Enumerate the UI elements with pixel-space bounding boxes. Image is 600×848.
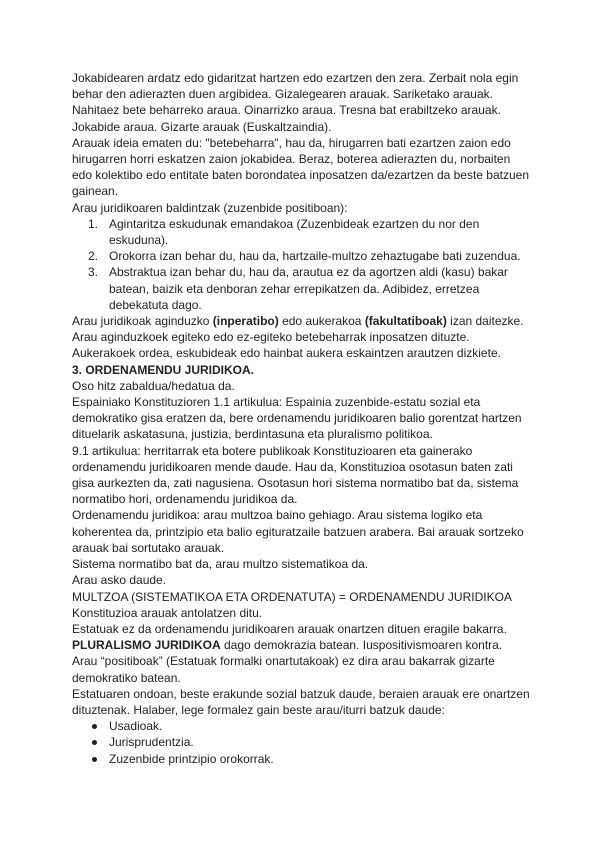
paragraph: MULTZOA (SISTEMATIKOA ETA ORDENATUTA) = ORDENAMENDU JURIDIKOA bbox=[72, 589, 512, 604]
paragraph: Espainiako Konstituzioren 1.1 artikulua: Espainia zuzenbide-estatu sozial eta demokratiko gisa eratzen da, bere ordenamendu juridikoaren balio gorentzat hartzen dituelarik askatasuna, justizia, berdintasuna eta pluralismo politikoa. bbox=[72, 395, 522, 442]
paragraph: Arau asko daude. bbox=[72, 573, 167, 588]
paragraph: Sistema normatibo bat da, arau multzo sistematikoa da. bbox=[72, 557, 369, 572]
paragraph-pluralism: PLURALISMO JURIDIKOA dago demokrazia batean. Iuspositivismoaren kontra. bbox=[72, 638, 503, 653]
paragraph: Arau “positiboak” (Estatuak formalki onartutakoak) ez dira arau bakarrak gizarte demokratiko batean. bbox=[72, 654, 495, 685]
paragraph: Ordenamendu juridikoa: arau multzoa baino gehiago. Arau sistema logiko eta koherentea da, printzipio eta balio egituratzaile batzuen arabera. Bai arauak sortzeko arauak bai sortutako arauak. bbox=[72, 508, 524, 555]
list-item-text: Jurisprudentzia. bbox=[109, 735, 194, 750]
document-page bbox=[72, 70, 532, 767]
list-item bbox=[72, 216, 532, 248]
list-item bbox=[72, 248, 532, 264]
list-item-text: Orokorra izan behar du, hau da, hartzaile-multzo zehaztugabe bati zuzendua. bbox=[109, 249, 521, 264]
list-item bbox=[72, 751, 532, 767]
paragraph: Arau aginduzkoek egiteko edo ez-egiteko betebeharrak inposatzen dituzte. bbox=[72, 330, 470, 345]
list-item-text: Zuzenbide printzipio orokorrak. bbox=[109, 751, 274, 766]
paragraph: Oso hitz zabaldua/hedatua da. bbox=[72, 378, 235, 393]
list-item-text: Usadioak. bbox=[109, 719, 163, 734]
list-item-text: Abstraktua izan behar du, hau da, arautua ez da agortzen aldi (kasu) bakar batean, baizik eta denboran zehar errepikatzen da. Adibidez, erretzea debekatuta dago. bbox=[109, 265, 508, 312]
bold-term: PLURALISMO JURIDIKOA bbox=[72, 638, 221, 653]
paragraph: Jokabidearen ardatz edo gidaritzat hartzen edo ezartzen den zera. Zerbait nola egin behar den adierazten duen argibidea. Gizalegearen arauak. Sariketako arauak. Nahitaez bete beharreko araua. Oinarrizko araua. Tresna bat erabiltzeko arauak. Jokabide araua. Gizarte arauak (Euskaltzaindia). bbox=[72, 71, 519, 134]
bullet-icon bbox=[92, 724, 97, 729]
list-number: 2. bbox=[88, 249, 99, 264]
paragraph: Arau juridikoaren baldintzak (zuzenbide positiboan): bbox=[72, 200, 348, 215]
bold-term: (fakultatiboak) bbox=[364, 314, 447, 329]
list-item bbox=[72, 734, 532, 750]
bullet-icon bbox=[92, 740, 97, 745]
list-item-text: Agintaritza eskudunak emandakoa (Zuzenbideak ezartzen du nor den eskuduna). bbox=[109, 216, 480, 248]
paragraph: Estatuak ez da ordenamendu juridikoaren arauak onartzen dituen eragile bakarra. bbox=[72, 621, 507, 636]
paragraph: Aukerakoek ordea, eskubideak edo hainbat aukera eskaintzen arautzen dizkiete. bbox=[72, 346, 501, 361]
bold-term: (inperatibo) bbox=[212, 314, 279, 329]
section-heading: 3. ORDENAMENDU JURIDIKOA. bbox=[72, 362, 255, 377]
list-item bbox=[72, 718, 532, 734]
paragraph-imperative: Arau juridikoak aginduzko (inperatibo) edo aukerakoa (fakultatiboak) izan daitezke. bbox=[72, 314, 524, 329]
paragraph: Estatuaren ondoan, beste erakunde sozial batzuk daude, beraien arauak ere onartzen dituztenak. Halaber, lege formalez gain beste arau/iturri batzuk daude: bbox=[72, 686, 530, 717]
conditions-list bbox=[72, 216, 532, 313]
list-item bbox=[72, 264, 532, 313]
list-number: 1. bbox=[88, 216, 99, 231]
bullet-icon bbox=[92, 757, 97, 762]
paragraph: 9.1 artikulua: herritarrak eta botere publikoak Konstituzioaren eta gainerako ordenamendu juridikoaren mende daude. Hau da, Konstituzioa osotasun baten zati gisa aurkezten da, zati nagusiena. Osotasun hori sistema normatibo bat da, sistema normatibo hori, ordenamendu juridikoa da. bbox=[72, 443, 519, 507]
sources-list bbox=[72, 718, 532, 767]
paragraph: Arauak ideia ematen du: "betebeharra", hau da, hirugarren bati ezartzen zaion edo hirugarren horri eskatzen zaion jokabidea. Beraz, boterea adierazten du, norbaiten edo kolektibo edo entitate baten borondatea inposatzen da/ezartzen da beste batzuen gainean. bbox=[72, 135, 530, 199]
list-number: 3. bbox=[88, 265, 99, 280]
paragraph: Konstituzioa arauak antolatzen ditu. bbox=[72, 605, 263, 620]
